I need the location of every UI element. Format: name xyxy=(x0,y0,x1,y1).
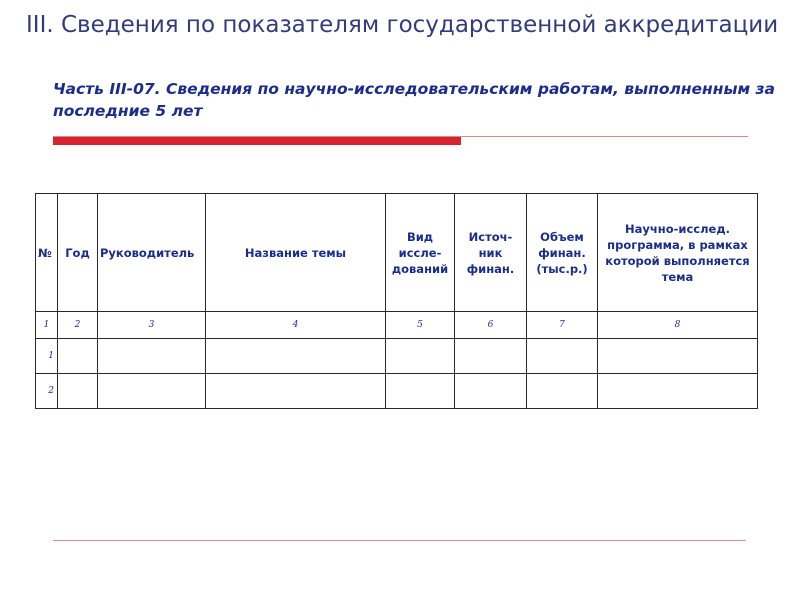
col-header-funding-source: Источ- ник финан. xyxy=(455,194,527,312)
section-subtitle: Часть III-07. Сведения по научно-исследовательским работам, выполненным за последние 5 лет xyxy=(53,80,776,120)
table-cell xyxy=(386,374,455,409)
numbering-cell: 4 xyxy=(206,312,386,339)
table-cell xyxy=(455,374,527,409)
accent-bar xyxy=(53,137,461,145)
table-cell xyxy=(206,374,386,409)
table-cell xyxy=(98,374,206,409)
bottom-divider xyxy=(53,540,746,541)
col-header-funding-amount: Объем финан. (тыс.р.) xyxy=(527,194,598,312)
numbering-cell: 1 xyxy=(36,312,58,339)
col-header-number: № xyxy=(36,194,58,312)
numbering-cell: 8 xyxy=(598,312,758,339)
col-header-program: Научно-исслед. программа, в рамках которой выполняется тема xyxy=(598,194,758,312)
numbering-cell: 3 xyxy=(98,312,206,339)
page-title: III. Сведения по показателям государственной аккредитации xyxy=(26,12,779,38)
col-header-supervisor: Руководитель xyxy=(98,194,206,312)
table-row xyxy=(36,339,758,374)
table-cell xyxy=(598,374,758,409)
table-header-row xyxy=(36,194,758,312)
table-cell xyxy=(98,339,206,374)
table-row xyxy=(36,374,758,409)
col-header-year: Год xyxy=(58,194,98,312)
col-header-topic: Название темы xyxy=(206,194,386,312)
table-cell xyxy=(386,339,455,374)
research-table xyxy=(35,193,758,409)
numbering-row xyxy=(36,312,758,339)
table-cell xyxy=(206,339,386,374)
numbering-cell: 5 xyxy=(386,312,455,339)
numbering-cell: 6 xyxy=(455,312,527,339)
table-cell xyxy=(58,339,98,374)
table-cell xyxy=(527,339,598,374)
row-number: 1 xyxy=(36,339,58,374)
row-number: 2 xyxy=(36,374,58,409)
table-cell xyxy=(58,374,98,409)
table-cell xyxy=(455,339,527,374)
table-cell xyxy=(598,339,758,374)
table-cell xyxy=(527,374,598,409)
numbering-cell: 2 xyxy=(58,312,98,339)
numbering-cell: 7 xyxy=(527,312,598,339)
col-header-research-type: Вид иссле- дований xyxy=(386,194,455,312)
